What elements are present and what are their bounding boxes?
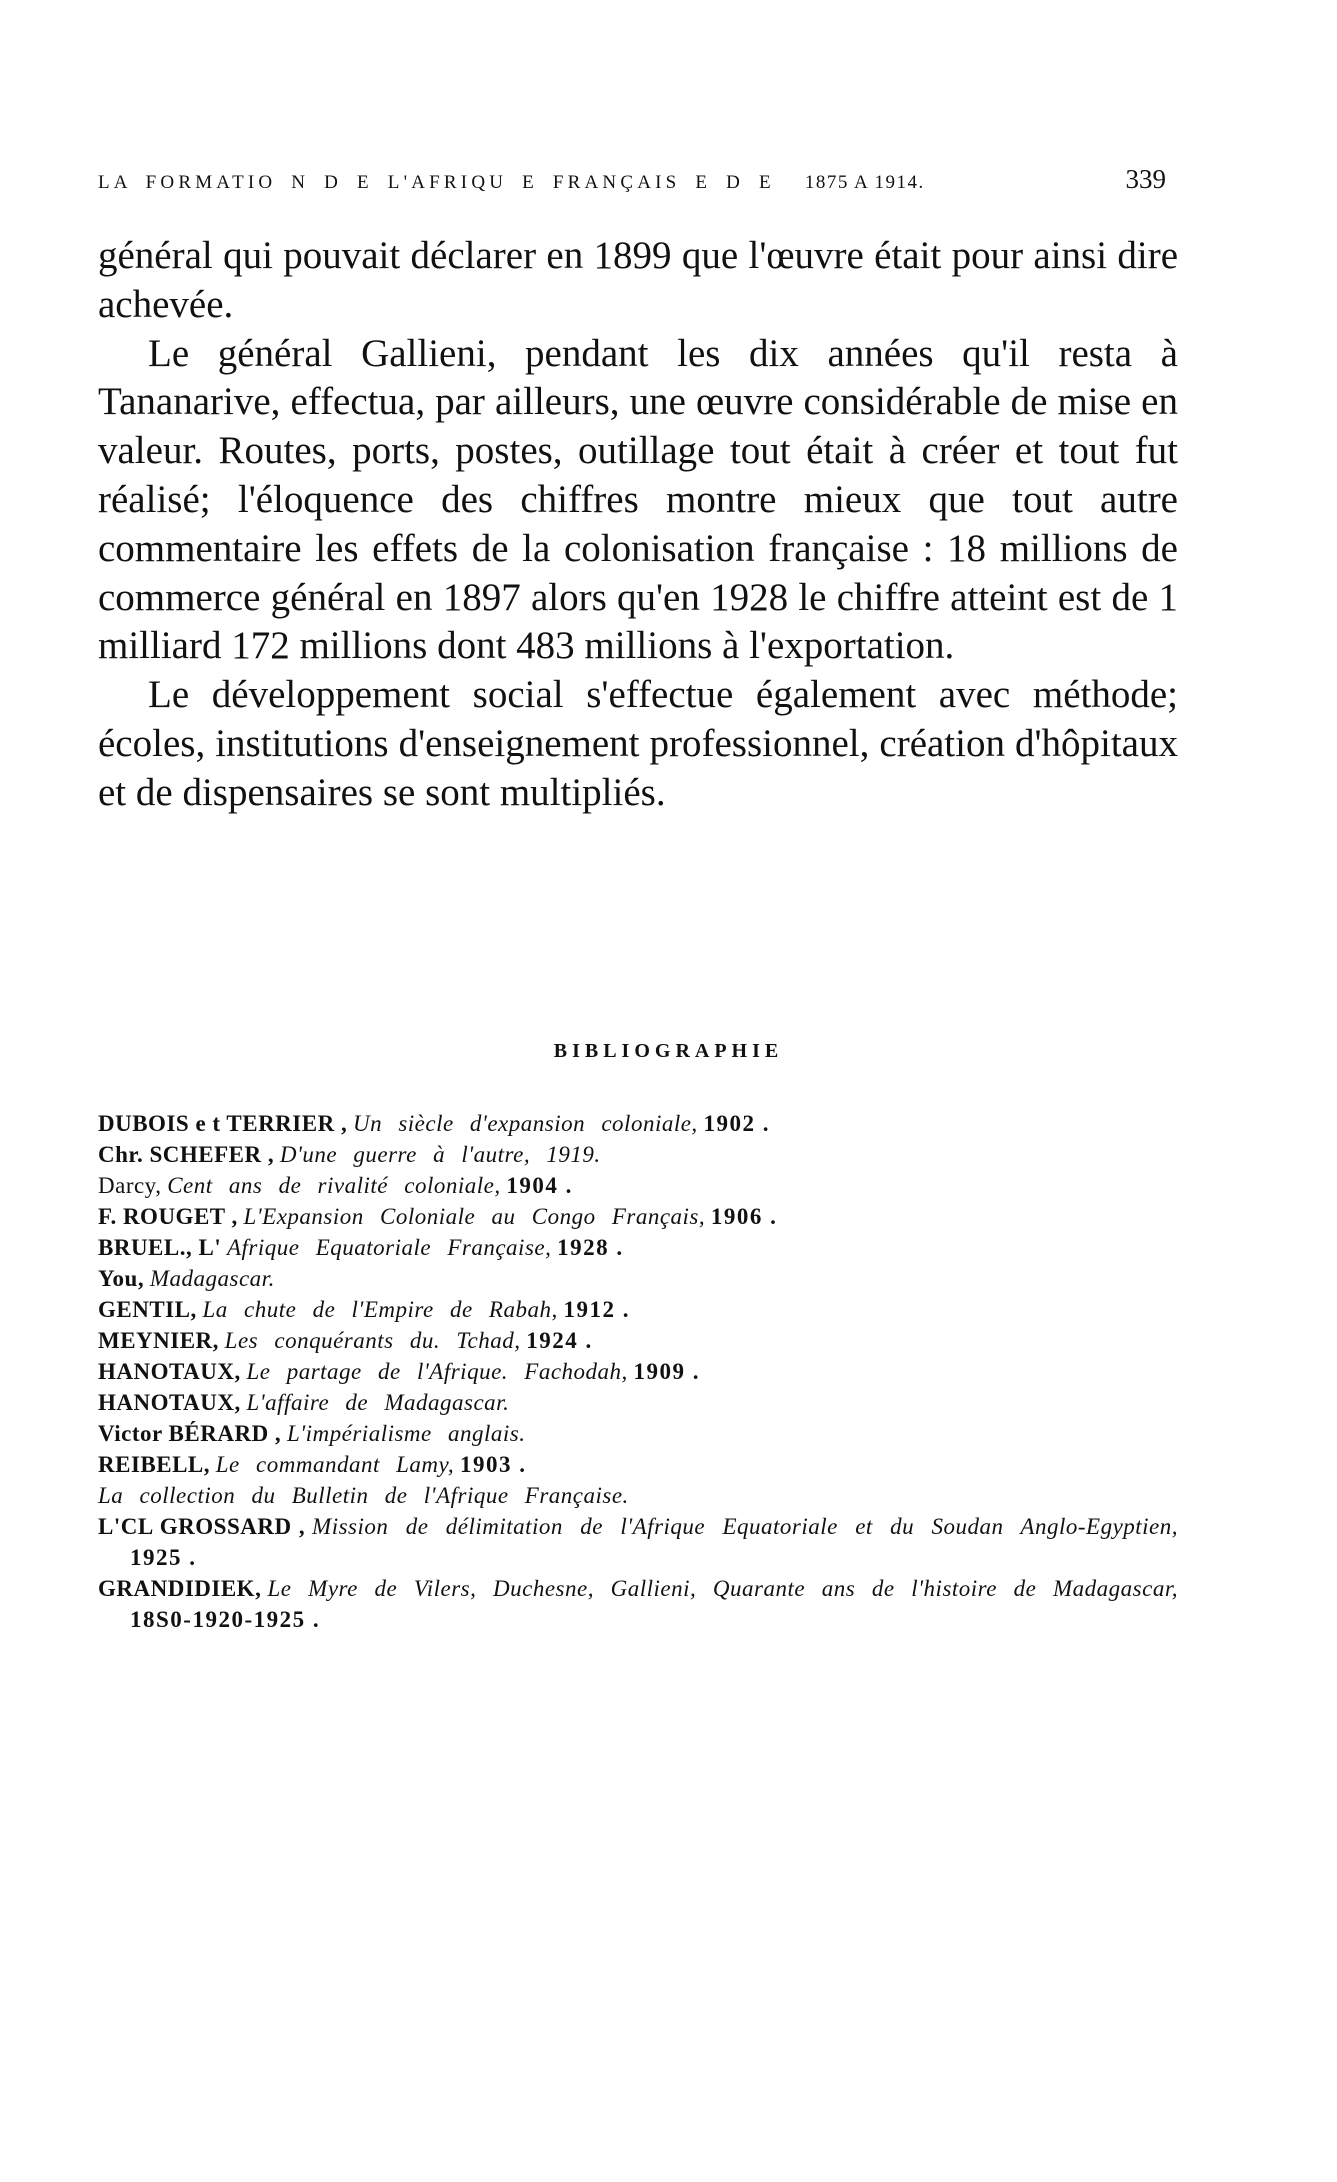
bibliography-entry <box>98 1356 1178 1387</box>
entry-author: Victor BÉRARD , <box>98 1421 282 1446</box>
entry-author: REIBELL, <box>98 1452 211 1477</box>
bibliography-entry <box>98 1263 1178 1294</box>
entry-year: 1902 . <box>703 1111 770 1136</box>
paragraph: Le général Gallieni, pendant les dix années qu'il resta à Tananarive, effectua, par ailleurs, une œuvre considérable de mise en valeur. Routes, ports, postes, outillage tout était à créer et tout fut réalisé; l'éloquence des chiffres montre mieux que tout autre commentaire les effets de la colonisation française : 18 millions de commerce général en 1897 alors qu'en 1928 le chiffre atteint est de 1 milliard 172 millions dont 483 millions à l'exportation. <box>98 331 1178 668</box>
entry-work: La collection du Bulletin de l'Afrique Française. <box>98 1483 629 1508</box>
entry-work: L'Expansion Coloniale au Congo Français, <box>243 1204 706 1229</box>
entry-work: Cent ans de rivalité coloniale, <box>167 1173 501 1198</box>
entry-author: F. ROUGET , <box>98 1204 238 1229</box>
entry-year: 1909 . <box>633 1359 701 1384</box>
bibliography-entry <box>98 1294 1178 1325</box>
entry-author: DUBOIS e t TERRIER , <box>98 1111 348 1136</box>
bibliography-entry <box>98 1139 1178 1170</box>
entry-year: 1924 . <box>526 1328 593 1353</box>
bibliography-list <box>98 1108 1178 1635</box>
bibliography-entry <box>98 1201 1178 1232</box>
entry-year: 1928 . <box>557 1235 624 1260</box>
paragraph: général qui pouvait déclarer en 1899 que l'œuvre était pour ainsi dire achevée. <box>98 234 1178 326</box>
running-dates: 1875 A 1914. <box>804 172 925 193</box>
entry-author: You, <box>98 1266 145 1291</box>
running-head <box>98 164 1178 194</box>
bibliography-entry <box>98 1511 1178 1573</box>
entry-work: D'une guerre à l'autre, 1919. <box>279 1142 601 1167</box>
entry-work: La chute de l'Empire de Rabah, <box>202 1297 558 1322</box>
entry-work: L'affaire de Madagascar. <box>246 1390 510 1415</box>
entry-work: Un siècle d'expansion coloniale, <box>352 1111 698 1136</box>
bibliography-entry <box>98 1232 1178 1263</box>
entry-year: 18S0-1920-1925 . <box>130 1607 321 1632</box>
entry-work: Le partage de l'Afrique. Fachodah, <box>246 1359 628 1384</box>
entry-work: Mission de délimitation de l'Afrique Equatoriale et du Soudan Anglo-Egyptien, <box>312 1514 1179 1539</box>
bibliography-entry <box>98 1108 1178 1139</box>
entry-year: 1903 . <box>459 1452 527 1477</box>
entry-year: 1906 . <box>710 1204 778 1229</box>
entry-author: Darcy, <box>98 1173 162 1198</box>
entry-author: GENTIL, <box>98 1297 197 1322</box>
entry-author: HANOTAUX, <box>98 1359 241 1384</box>
entry-author: Chr. SCHEFER , <box>98 1142 275 1167</box>
entry-work: Afrique Equatoriale Française, <box>226 1235 552 1260</box>
bibliography-entry <box>98 1387 1178 1418</box>
entry-work: Madagascar. <box>149 1266 275 1291</box>
bibliography-entry <box>98 1480 1178 1511</box>
entry-work: Le commandant Lamy, <box>215 1452 455 1477</box>
entry-year: 1904 . <box>506 1173 573 1198</box>
entry-work: Les conquérants du. Tchad, <box>224 1328 521 1353</box>
bibliography-entry <box>98 1573 1178 1635</box>
entry-author: L'CL GROSSARD , <box>98 1514 306 1539</box>
bibliography-entry <box>98 1418 1178 1449</box>
bibliography-entry <box>98 1170 1178 1201</box>
entry-author: HANOTAUX, <box>98 1390 241 1415</box>
body-text <box>98 232 1178 818</box>
entry-author: BRUEL., L' <box>98 1235 222 1260</box>
entry-work: Le Myre de Vilers, Duchesne, Gallieni, Quarante ans de l'histoire de Madagascar, <box>267 1576 1178 1601</box>
bibliography-entry <box>98 1325 1178 1356</box>
running-title: LA FORMATIO N D E L'AFRIQU E FRANÇAIS E D E <box>98 172 775 193</box>
entry-year: 1912 . <box>563 1297 630 1322</box>
entry-year: 1925 . <box>130 1545 197 1570</box>
entry-author: MEYNIER, <box>98 1328 219 1353</box>
page-number: 339 <box>1125 164 1166 194</box>
bibliography-entry <box>98 1449 1178 1480</box>
paragraph: Le développement social s'effectue également avec méthode; écoles, institutions d'enseignement professionnel, création d'hôpitaux et de dispensaires se sont multipliés. <box>98 673 1178 814</box>
entry-work: L'impérialisme anglais. <box>286 1421 526 1446</box>
bibliography-heading: BIBLIOGRAPHIE <box>553 1040 784 1062</box>
entry-author: GRANDIDIEK, <box>98 1576 262 1601</box>
